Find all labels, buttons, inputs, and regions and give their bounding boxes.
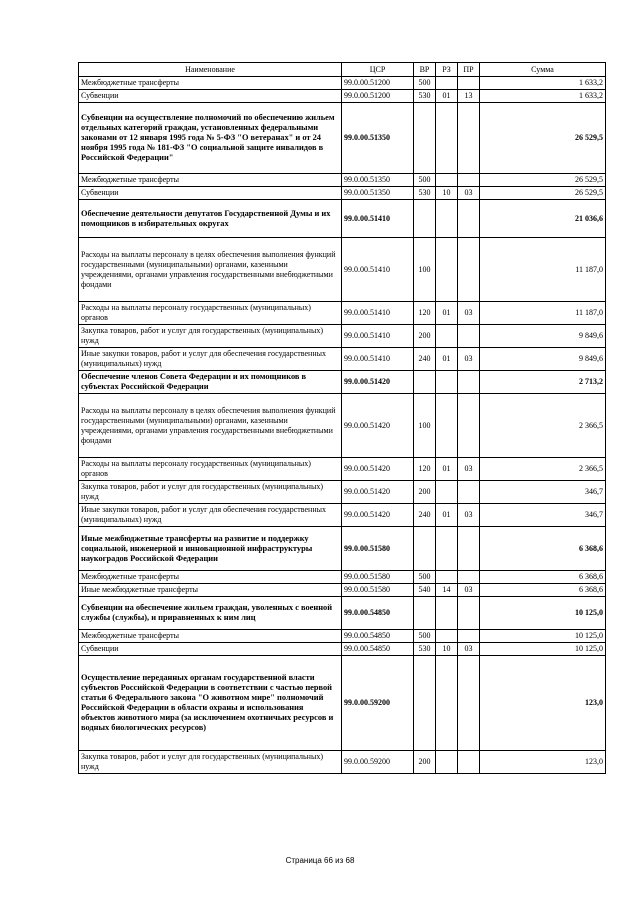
cell-name: Субвенции на обеспечение жильем граждан, уволенных с военной службы (службы), и приравненных к ним лиц — [79, 597, 342, 630]
table-row-section — [79, 656, 606, 751]
cell-csr: 99.0.00.51410 — [342, 302, 414, 325]
cell-sum: 26 529,5 — [480, 103, 606, 174]
cell-csr: 99.0.00.51580 — [342, 527, 414, 571]
cell-vr: 500 — [414, 571, 436, 584]
cell-csr: 99.0.00.54850 — [342, 597, 414, 630]
table-row — [79, 504, 606, 527]
cell-sum: 1 633,2 — [480, 77, 606, 90]
cell-csr: 99.0.00.54850 — [342, 630, 414, 643]
cell-vr: 100 — [414, 238, 436, 302]
cell-pr: 03 — [458, 187, 480, 200]
cell-rz — [436, 597, 458, 630]
cell-csr: 99.0.00.59200 — [342, 751, 414, 774]
cell-rz: 01 — [436, 348, 458, 371]
table-row — [79, 571, 606, 584]
cell-sum: 123,0 — [480, 656, 606, 751]
table-header-row — [79, 63, 606, 77]
cell-sum: 2 366,5 — [480, 458, 606, 481]
table-row — [79, 348, 606, 371]
cell-vr: 530 — [414, 187, 436, 200]
cell-rz — [436, 103, 458, 174]
cell-rz — [436, 656, 458, 751]
cell-vr — [414, 597, 436, 630]
cell-sum: 9 849,6 — [480, 348, 606, 371]
cell-name: Закупка товаров, работ и услуг для государственных (муниципальных) нужд — [79, 481, 342, 504]
cell-csr: 99.0.00.51350 — [342, 103, 414, 174]
cell-rz — [436, 751, 458, 774]
cell-name: Межбюджетные трансферты — [79, 571, 342, 584]
table-body — [79, 77, 606, 774]
cell-pr — [458, 597, 480, 630]
header-sum: Сумма — [480, 63, 606, 77]
cell-name: Иные межбюджетные трансферты — [79, 584, 342, 597]
cell-sum: 11 187,0 — [480, 302, 606, 325]
cell-csr: 99.0.00.51420 — [342, 504, 414, 527]
cell-vr: 240 — [414, 504, 436, 527]
table-row-section — [79, 103, 606, 174]
cell-vr: 500 — [414, 630, 436, 643]
cell-csr: 99.0.00.51420 — [342, 371, 414, 394]
table-row-section — [79, 527, 606, 571]
cell-name: Обеспечение членов Совета Федерации и их помощников в субъектах Российской Федерации — [79, 371, 342, 394]
cell-pr: 03 — [458, 458, 480, 481]
cell-rz — [436, 174, 458, 187]
cell-pr — [458, 77, 480, 90]
cell-pr — [458, 481, 480, 504]
cell-csr: 99.0.00.51410 — [342, 325, 414, 348]
cell-rz — [436, 325, 458, 348]
cell-vr: 200 — [414, 481, 436, 504]
cell-vr: 100 — [414, 394, 436, 458]
cell-sum: 21 036,6 — [480, 200, 606, 238]
cell-name: Осуществление переданных органам государственной власти субъектов Российской Федерации в соответствии с частью первой статьи 6 Федерального закона "О животном мире" полномочий Российской Федерации в области охраны и использования объектов животного мира (за исключением охотничьих ресурсов и водных биологических ресурсов) — [79, 656, 342, 751]
page-number: Страница 66 из 68 — [285, 856, 355, 865]
cell-name: Межбюджетные трансферты — [79, 174, 342, 187]
cell-pr — [458, 656, 480, 751]
cell-name: Расходы на выплаты персоналу в целях обеспечения выполнения функций государственными (муниципальными) органами, казенными учреждениями, органами управления государственными внебюджетными фондами — [79, 394, 342, 458]
cell-rz: 01 — [436, 90, 458, 103]
cell-rz — [436, 481, 458, 504]
cell-rz — [436, 77, 458, 90]
cell-sum: 10 125,0 — [480, 597, 606, 630]
cell-rz — [436, 238, 458, 302]
cell-pr: 03 — [458, 643, 480, 656]
cell-sum: 346,7 — [480, 504, 606, 527]
cell-vr — [414, 527, 436, 571]
header-name: Наименование — [79, 63, 342, 77]
cell-rz — [436, 630, 458, 643]
cell-sum: 9 849,6 — [480, 325, 606, 348]
table-row — [79, 174, 606, 187]
table-row-section — [79, 200, 606, 238]
cell-vr: 540 — [414, 584, 436, 597]
cell-pr — [458, 325, 480, 348]
cell-csr: 99.0.00.51580 — [342, 571, 414, 584]
header-rz: РЗ — [436, 63, 458, 77]
cell-name: Межбюджетные трансферты — [79, 77, 342, 90]
cell-pr — [458, 371, 480, 394]
cell-sum: 6 368,6 — [480, 527, 606, 571]
cell-name: Закупка товаров, работ и услуг для государственных (муниципальных) нужд — [79, 751, 342, 774]
cell-pr: 03 — [458, 504, 480, 527]
cell-csr: 99.0.00.54850 — [342, 643, 414, 656]
cell-csr: 99.0.00.51410 — [342, 238, 414, 302]
cell-vr — [414, 371, 436, 394]
cell-vr — [414, 200, 436, 238]
cell-sum: 11 187,0 — [480, 238, 606, 302]
cell-name: Межбюджетные трансферты — [79, 630, 342, 643]
cell-rz: 14 — [436, 584, 458, 597]
cell-rz — [436, 394, 458, 458]
cell-csr: 99.0.00.51420 — [342, 394, 414, 458]
cell-csr: 99.0.00.51410 — [342, 348, 414, 371]
table-row — [79, 643, 606, 656]
cell-rz — [436, 371, 458, 394]
table-row — [79, 584, 606, 597]
cell-rz — [436, 527, 458, 571]
cell-sum: 2 713,2 — [480, 371, 606, 394]
cell-csr: 99.0.00.51410 — [342, 200, 414, 238]
cell-vr: 120 — [414, 458, 436, 481]
cell-vr — [414, 103, 436, 174]
cell-csr: 99.0.00.59200 — [342, 656, 414, 751]
cell-name: Субвенции на осуществление полномочий по обеспечению жильем отдельных категорий граждан, установленных федеральными законами от 12 января 1995 года № 5-ФЗ "О ветеранах" и от 24 ноября 1995 года № 181-ФЗ "О социальной защите инвалидов в Российской Федерации" — [79, 103, 342, 174]
cell-vr: 530 — [414, 643, 436, 656]
cell-csr: 99.0.00.51200 — [342, 90, 414, 103]
cell-pr — [458, 527, 480, 571]
table-row-section — [79, 371, 606, 394]
header-pr: ПР — [458, 63, 480, 77]
cell-sum: 123,0 — [480, 751, 606, 774]
cell-name: Субвенции — [79, 90, 342, 103]
cell-name: Расходы на выплаты персоналу государственных (муниципальных) органов — [79, 302, 342, 325]
cell-sum: 346,7 — [480, 481, 606, 504]
cell-vr: 530 — [414, 90, 436, 103]
cell-pr — [458, 200, 480, 238]
cell-sum: 26 529,5 — [480, 174, 606, 187]
cell-pr — [458, 238, 480, 302]
cell-rz — [436, 200, 458, 238]
header-vr: ВР — [414, 63, 436, 77]
table-row — [79, 481, 606, 504]
cell-name: Расходы на выплаты персоналу государственных (муниципальных) органов — [79, 458, 342, 481]
table-row-section — [79, 597, 606, 630]
cell-pr — [458, 571, 480, 584]
cell-name: Субвенции — [79, 643, 342, 656]
cell-name: Субвенции — [79, 187, 342, 200]
cell-pr — [458, 103, 480, 174]
cell-vr: 200 — [414, 751, 436, 774]
cell-name: Обеспечение деятельности депутатов Государственной Думы и их помощников в избирательных округах — [79, 200, 342, 238]
cell-name: Иные закупки товаров, работ и услуг для обеспечения государственных (муниципальных) нужд — [79, 348, 342, 371]
cell-pr — [458, 630, 480, 643]
cell-csr: 99.0.00.51350 — [342, 174, 414, 187]
cell-csr: 99.0.00.51200 — [342, 77, 414, 90]
cell-sum: 26 529,5 — [480, 187, 606, 200]
cell-pr: 03 — [458, 302, 480, 325]
cell-sum: 2 366,5 — [480, 394, 606, 458]
cell-csr: 99.0.00.51350 — [342, 187, 414, 200]
table-row — [79, 90, 606, 103]
budget-table — [78, 62, 606, 774]
cell-sum: 6 368,6 — [480, 571, 606, 584]
cell-name: Закупка товаров, работ и услуг для государственных (муниципальных) нужд — [79, 325, 342, 348]
cell-rz — [436, 571, 458, 584]
table-row — [79, 187, 606, 200]
cell-sum: 1 633,2 — [480, 90, 606, 103]
cell-vr: 240 — [414, 348, 436, 371]
cell-pr: 13 — [458, 90, 480, 103]
cell-rz: 01 — [436, 458, 458, 481]
table-row — [79, 302, 606, 325]
cell-csr: 99.0.00.51420 — [342, 458, 414, 481]
cell-pr: 03 — [458, 348, 480, 371]
cell-csr: 99.0.00.51580 — [342, 584, 414, 597]
cell-rz: 01 — [436, 302, 458, 325]
cell-rz: 10 — [436, 187, 458, 200]
cell-vr: 120 — [414, 302, 436, 325]
cell-rz: 01 — [436, 504, 458, 527]
cell-pr — [458, 394, 480, 458]
cell-sum: 10 125,0 — [480, 643, 606, 656]
cell-pr — [458, 174, 480, 187]
cell-sum: 10 125,0 — [480, 630, 606, 643]
cell-pr: 03 — [458, 584, 480, 597]
cell-name: Иные межбюджетные трансферты на развитие и поддержку социальной, инженерной и инновационной инфраструктуры наукоградов Российской Федерации — [79, 527, 342, 571]
cell-pr — [458, 751, 480, 774]
cell-name: Расходы на выплаты персоналу в целях обеспечения выполнения функций государственными (муниципальными) органами, казенными учреждениями, органами управления государственными внебюджетными фондами — [79, 238, 342, 302]
cell-rz: 10 — [436, 643, 458, 656]
cell-vr: 200 — [414, 325, 436, 348]
table-row — [79, 394, 606, 458]
cell-sum: 6 368,6 — [480, 584, 606, 597]
table-row — [79, 238, 606, 302]
table-row — [79, 751, 606, 774]
table-row — [79, 325, 606, 348]
table-row — [79, 77, 606, 90]
table-row — [79, 458, 606, 481]
cell-csr: 99.0.00.51420 — [342, 481, 414, 504]
cell-vr: 500 — [414, 174, 436, 187]
cell-name: Иные закупки товаров, работ и услуг для обеспечения государственных (муниципальных) нужд — [79, 504, 342, 527]
table-row — [79, 630, 606, 643]
header-csr: ЦСР — [342, 63, 414, 77]
cell-vr — [414, 656, 436, 751]
cell-vr: 500 — [414, 77, 436, 90]
